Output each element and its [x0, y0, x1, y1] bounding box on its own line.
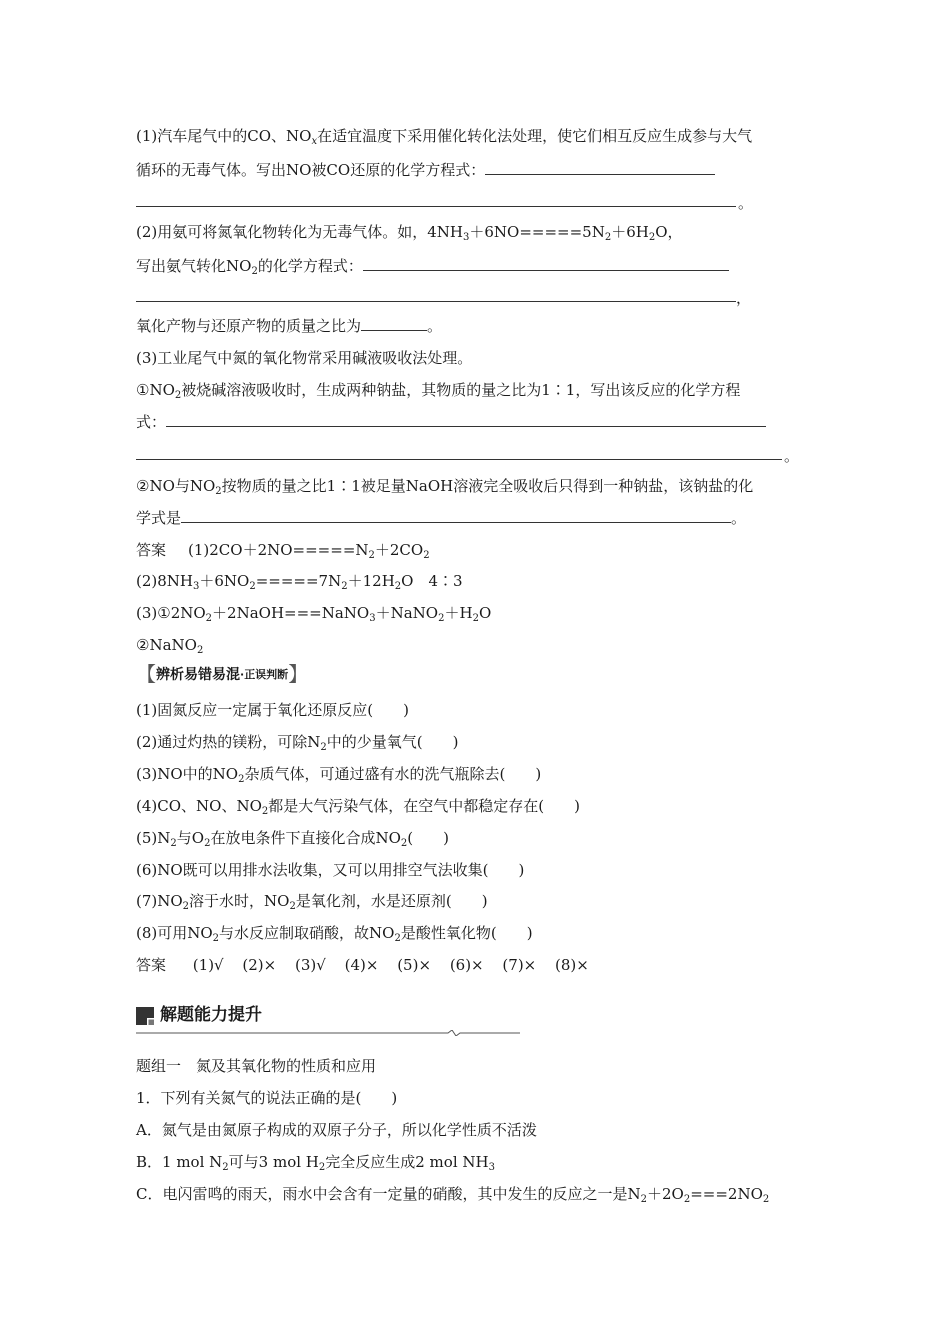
question-1-option-b[interactable]: B．1 mol $N_2$可与3 mol $H_2$完全反应生成2 mol $NH_3$ — [136, 1153, 495, 1173]
q1-answer-blank-2[interactable] — [136, 205, 736, 207]
q3-s1-line2: 式： — [136, 412, 766, 432]
q3-s1-line1: $①NO_2$被烧碱溶液吸收时，生成两种钠盐，其物质的量之比为1∶1，写出该反应的化学方程 — [136, 381, 741, 401]
judgment-2: (2)通过灼热的镁粉，可除$N_2$中的少量氧气( ) — [136, 733, 459, 753]
q1-answer-blank[interactable] — [485, 160, 715, 175]
question-group-title: 题组一 氮及其氧化物的性质和应用 — [136, 1057, 377, 1075]
q2-line1: (2)用氨可将氮氧化物转化为无毒气体。如，$4NH_3+6NO=====5N_2+6H_2O$， — [136, 223, 683, 243]
q3-line1: (3)工业尾气中氮的氧化物常采用碱液吸收法处理。 — [136, 349, 473, 367]
judgment-7: $(7)NO_2$溶于水时，$NO_2$是氧化剂，水是还原剂( ) — [136, 892, 488, 912]
judgment-5: $(5)N_2$与$O_2$在放电条件下直接化合成$NO_2$( ) — [136, 829, 449, 849]
q3-s2-line1: ②NO与$NO_2$按物质的量之比1∶1被足量NaOH溶液完全吸收后只得到一种钠盐，该钠盐的化 — [136, 477, 754, 497]
section-title: 解题能力提升 — [160, 1005, 262, 1025]
q3-s1-answer-blank[interactable] — [166, 412, 766, 427]
q1-line2: 循环的无毒气体。写出NO被CO还原的化学方程式： — [136, 160, 715, 180]
q3-s2-line2: 学式是 。 — [136, 509, 747, 527]
q1-end-mark: 。 — [738, 194, 754, 212]
badge-subtitle: 正误判断 — [244, 668, 289, 681]
badge-dot: · — [240, 667, 245, 681]
q2-answer-blank[interactable] — [363, 256, 729, 271]
badge-title: 辨析易错易混 — [156, 667, 240, 683]
question-1-option-c[interactable]: C．电闪雷鸣的雨天，雨水中会含有一定量的硝酸，其中发生的反应之一是$N_2+2O_2===2NO_2$ — [136, 1185, 770, 1205]
section-square-icon — [136, 1007, 154, 1025]
question-1-option-a[interactable]: A．氮气是由氮原子构成的双原子分子，所以化学性质不活泼 — [136, 1121, 537, 1139]
section-rule — [136, 1030, 520, 1036]
judgment-1: (1)固氮反应一定属于氧化还原反应( ) — [136, 701, 409, 719]
q2-answer-blank-2[interactable] — [136, 300, 736, 302]
q2-line4: 氧化产物与还原产物的质量之比为 。 — [136, 317, 443, 335]
q1-line1: (1)汽车尾气中的CO、$NO_x$在适宜温度下采用催化转化法处理，使它们相互反应生成参与大气 — [136, 127, 753, 147]
right-bracket-icon: 】 — [288, 662, 309, 686]
judgment-answers: 答案 (1)√ (2)× (3)√ (4)× (5)× (6)× (7)× (8)× — [136, 956, 589, 974]
judgment-3: (3)NO中的$NO_2$杂质气体，可通过盛有水的洗气瓶除去( ) — [136, 765, 542, 785]
left-bracket-icon: 【 — [136, 662, 156, 686]
answer-4: ②NaNO$_2$ — [136, 636, 204, 656]
q2-line2: 写出氨气转化$NO_2$的化学方程式： — [136, 256, 729, 276]
error-analysis-badge — [136, 662, 308, 686]
q3-s1-answer-blank-2[interactable] — [136, 458, 782, 460]
answer-1: 答案 $(1)2CO+2NO=====N_2+2CO_2$ — [136, 541, 430, 561]
question-1-stem: 1．下列有关氮气的说法正确的是( ) — [136, 1089, 398, 1107]
judgment-8: (8)可用$NO_2$与水反应制取硝酸，故$NO_2$是酸性氧化物( ) — [136, 924, 533, 944]
answer-2: $(2)8NH_3+6NO_2=====7N_2+12H_2O$ 4∶3 — [136, 572, 463, 592]
judgment-4: (4)CO、NO、$NO_2$都是大气污染气体，在空气中都稳定存在( ) — [136, 797, 580, 817]
q2-ratio-blank[interactable] — [361, 316, 427, 331]
answer-3: $(3)①2NO_2+2NaOH===NaNO_3+NaNO_2+H_2O$ — [136, 604, 492, 624]
q3-s1-end-mark: 。 — [784, 447, 800, 465]
q3-s2-answer-blank[interactable] — [181, 508, 731, 523]
section-heading — [136, 1004, 520, 1030]
judgment-6: (6)NO既可以用排水法收集，又可以用排空气法收集( ) — [136, 861, 525, 879]
q2-comma: ， — [736, 289, 752, 307]
